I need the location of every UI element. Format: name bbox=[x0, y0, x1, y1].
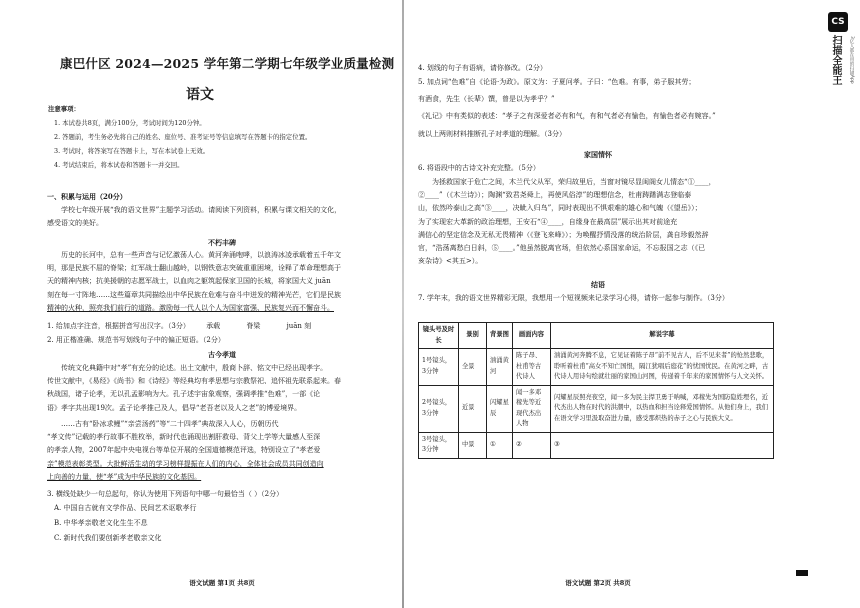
table-row bbox=[419, 432, 774, 458]
note-1: 1. 本试卷共8页，满分100分，考试时间为120分钟。 bbox=[54, 119, 206, 127]
q6-passage bbox=[418, 176, 810, 268]
sub-heading-1: 不朽丰碑 bbox=[208, 238, 236, 247]
passage-2-line-2: 传世文献中，《易经》《尚书》和《诗经》等经典均有孝思想与宗教祭祀、追怀祖先联系起来。春 bbox=[47, 377, 341, 386]
q5-line-4: 就以上两则材料推断孔子对孝道的理解。（3分） bbox=[418, 129, 566, 138]
page-fold bbox=[402, 0, 404, 608]
q6-line-7: 亥杂诗》<其五>）。 bbox=[418, 257, 483, 266]
table-header-cell: 背景图 bbox=[487, 323, 513, 349]
table-row bbox=[419, 385, 774, 432]
q3-option-c: C. 新时代我们要创新孝老敬亲文化 bbox=[54, 534, 162, 543]
q3-options bbox=[54, 502, 399, 546]
notes-title: 注意事项： bbox=[48, 105, 80, 113]
table-cell: ② bbox=[513, 432, 551, 458]
q5-line-2: 有酒食，先生（长辈）馔，曾是以为孝乎？” bbox=[418, 95, 555, 104]
table-cell: 汹涌黄河 bbox=[487, 349, 513, 386]
question-6: 6. 将语段中的古诗文补充完整。（5分） bbox=[418, 164, 540, 172]
table-cell: 闪耀星辰 bbox=[487, 385, 513, 432]
passage-2 bbox=[47, 362, 399, 415]
scanner-tagline: 3亿人都在用的扫描App bbox=[849, 36, 854, 84]
exam-title: 康巴什区 2024—2025 学年第二学期七年级学业质量检测 bbox=[60, 56, 395, 71]
table-header-row bbox=[419, 323, 774, 349]
question-3: 3. 横线处缺少一句总起句，你认为使用下列语句中哪一句最恰当（ ）（2分） bbox=[47, 490, 284, 498]
table-header-cell: 解说字幕 bbox=[551, 323, 774, 349]
table-cell: 陈子昂、杜甫等古代诗人 bbox=[513, 349, 551, 386]
table-cell: 闻一多邓稼先等近现代杰出人物 bbox=[513, 385, 551, 432]
q1-item-1: 承载 bbox=[206, 322, 221, 330]
table-cell: 2号镜头，3分钟 bbox=[419, 385, 459, 432]
table-row bbox=[419, 349, 774, 386]
q6-line-3: 山，依然吟泰山之高“③____，决眦入归鸟”，同时表现出不惧艰难的雄心和气魄（《望岳》）； bbox=[418, 204, 702, 213]
scanner-name: 扫描全能王 bbox=[830, 35, 841, 85]
passage-1-line-2: 明，那是民族不屈的脊梁；红军战士翻山越岭，以钢铁意志突破重重困境，诠释了革命理想高于 bbox=[47, 264, 341, 273]
notes-list bbox=[54, 118, 399, 170]
question-1-stem: 1. 给加点字注音，根据拼音写出汉字。（3分） bbox=[47, 322, 190, 330]
table-cell: ③ bbox=[551, 432, 774, 458]
exam-subject: 语文 bbox=[186, 87, 214, 103]
table-header-cell: 画面内容 bbox=[513, 323, 551, 349]
passage-2-line-1: 传统文化典籍中对“孝”有充分的论述。出土文献中，殷商卜辞、铭文中已经出现孝字。 bbox=[61, 364, 328, 372]
page-2-footer: 语文试题 第2页 共8页 bbox=[565, 579, 631, 587]
passage-1-line-3: 天的精神内核；抗美援朝的志愿军战士，以血肉之躯筑起保家卫国的长城，将家国大义 juān bbox=[47, 277, 331, 286]
q6-line-2: ②____”（《木兰诗》）；陶渊“致君尧舜上，再使风俗淳”的理想信念，杜甫踌躇满志登临泰 bbox=[418, 191, 692, 200]
question-7: 7. 学年末，我的语文世界精彩无限，我想用一个短视频来记录学习心得，请你一起参与制作。（3分） bbox=[418, 294, 729, 302]
scanner-watermark bbox=[828, 12, 854, 124]
cs-logo: CS bbox=[828, 12, 848, 32]
passage-2-line-3: 秋战国，诸子论孝，无以孔孟影响为大。孔子述宇宙象观察，强调孝推“色难”，一部《论 bbox=[47, 390, 321, 399]
q1-item-3: juān 刻 bbox=[286, 322, 312, 330]
q5-line-1: 5. 加点词“色难”自《论语·为政》。原文为：子夏问孝。子曰：“色难。有事，弟子服其劳； bbox=[418, 78, 696, 86]
passage-1-line-1: 历史的长河中，总有一些声音与记忆激荡人心。黄河奔涌咆哮，以浪涛冰凌承载着五千年文 bbox=[61, 251, 341, 259]
table-cell: 全景 bbox=[459, 349, 487, 386]
question-2: 2. 用正楷准确、规范书写划线句子中的偏正短语。（2分） bbox=[47, 336, 225, 344]
passage-3 bbox=[47, 418, 399, 484]
passage-3-line-2: “孝文传”记载的孝行故事不胜枚举，新时代也涌现出割肝救母、背父上学等大量感人至深 bbox=[47, 433, 321, 442]
note-4: 4. 考试结束后，将本试卷和答题卡一并交回。 bbox=[54, 161, 184, 169]
table-cell: 1号镜头，3分钟 bbox=[419, 349, 459, 386]
table-cell: 近景 bbox=[459, 385, 487, 432]
sub-heading-3: 家国情怀 bbox=[584, 150, 612, 159]
q3-option-b: B. 中华孝亲敬老文化生生不息 bbox=[54, 519, 148, 528]
table-cell: 汹涌黄河奔腾不息，它见证着陈子昂“前不见古人，后不见来者”的怆然悲歌，聆听着杜甫“高女不知亡国恨，隔江犹唱后庭花”的忧国忧民。在黄河之畔，古代诗人用诗句绘就壮丽的家国山河图，传递着千年来的家国情怀与人文关怀。 bbox=[551, 349, 774, 386]
q6-line-6: 官，“浩荡离愁白日斜，⑤____。”他虽然脱离官场，但依然心系国家命运，不忘报国之志（《已 bbox=[418, 244, 706, 253]
question-1 bbox=[47, 320, 399, 333]
passage-3-line-5: 上向善的力量，使“孝”成为中华民族的文化基因。 bbox=[47, 472, 202, 481]
q1-item-2: 脊梁 bbox=[246, 322, 261, 330]
table-cell: 中景 bbox=[459, 432, 487, 458]
q6-line-4: 为了实现宏大革新的政治理想，王安石“④____，自缘身在最高层”展示出其对前途充 bbox=[418, 217, 678, 226]
passage-1 bbox=[47, 249, 399, 315]
question-4: 4. 划线的句子有语病，请你修改。（2分） bbox=[418, 64, 547, 72]
q3-option-a: A. 中国自古就有文学作品、民间艺术讴歌孝行 bbox=[54, 504, 197, 512]
q6-line-1: 为拯救国家于危亡之间，木兰代父从军，荣归故里后，当窗对镜尽显闺阁女儿情态“①____， bbox=[432, 178, 716, 186]
table-header-cell: 镜头号及时长 bbox=[419, 323, 459, 349]
passage-1-line-5: 精神的火种，照亮我们前行的道路。激励每一代人以个人为国家富强、民族复兴而不懈奋斗。 bbox=[47, 303, 334, 312]
table-header-cell: 景别 bbox=[459, 323, 487, 349]
sub-heading-4: 结语 bbox=[591, 280, 605, 289]
table-cell: 3号镜头，3分钟 bbox=[419, 432, 459, 458]
passage-3-line-1: ……古有“卧冰求鲤”“亲尝汤药”等“二十四孝”典故深入人心，历朝历代 bbox=[61, 420, 279, 428]
page-1-footer: 语文试题 第1页 共8页 bbox=[189, 579, 255, 587]
passage-2-line-4: 语》孝字共出现19次。孟子论孝推己及人，倡导“老吾老以及人之老”的博爱境界。 bbox=[47, 403, 302, 412]
sub-heading-2: 古今孝道 bbox=[208, 350, 236, 359]
passage-1-line-4: 刻在每一寸阵地……这些篇章共同描绘出中华民族在危难与奋斗中迸发的精神光芒，它们是民族 bbox=[47, 290, 341, 299]
intro-line-1: 学校七年级开展“我的语文世界”主题学习活动。请阅读下列资料，积累与课文相关的文化， bbox=[61, 206, 342, 214]
question-5 bbox=[418, 76, 810, 141]
q6-line-5: 满信心的坚定信念及无私无畏精神（《登飞来峰》）；为唤醒抒情没落的统治阶层，龚自珍毅然辞 bbox=[418, 230, 709, 239]
intro-text bbox=[47, 204, 397, 230]
note-3: 3. 考试时，将答案写在答题卡上，写在本试卷上无效。 bbox=[54, 147, 210, 155]
table-cell: 闪耀星辰照亮夜空，闻一多为民主捍卫勇于呐喊，邓稼先为国防隐姓埋名，近代杰出人物在时代的洪潮中，以热血和担当诠释爱国情怀。从他们身上，我们在语文学习里汲取奋进力量，感受那炽热的赤子之心与民族大义。 bbox=[551, 385, 774, 432]
note-2: 2. 答题前，考生务必先将自己的姓名、座位号、准考证号等信息填写在答题卡的指定位置。 bbox=[54, 133, 312, 141]
section-1-heading: 一、积累与运用（20分） bbox=[47, 192, 127, 201]
video-plan-table bbox=[418, 322, 774, 459]
passage-3-line-3: 的孝亲人物，2007年起中央电视台等单位开展的全国道德模范评选，特别设立了“孝老爱 bbox=[47, 446, 321, 455]
intro-line-2: 感受语文的美好。 bbox=[47, 219, 103, 228]
table-cell: ① bbox=[487, 432, 513, 458]
passage-3-line-4: 亲”模范表彰类型。大批鲜活生动的学习榜样提振在人们的内心，全体社会成员共同创造向 bbox=[47, 459, 324, 468]
corner-mark bbox=[796, 570, 808, 576]
q5-line-3: 《礼记》中有类似的表述：“孝子之有深爱者必有和气，有和气者必有愉色，有愉色者必有婉容。” bbox=[418, 112, 716, 121]
